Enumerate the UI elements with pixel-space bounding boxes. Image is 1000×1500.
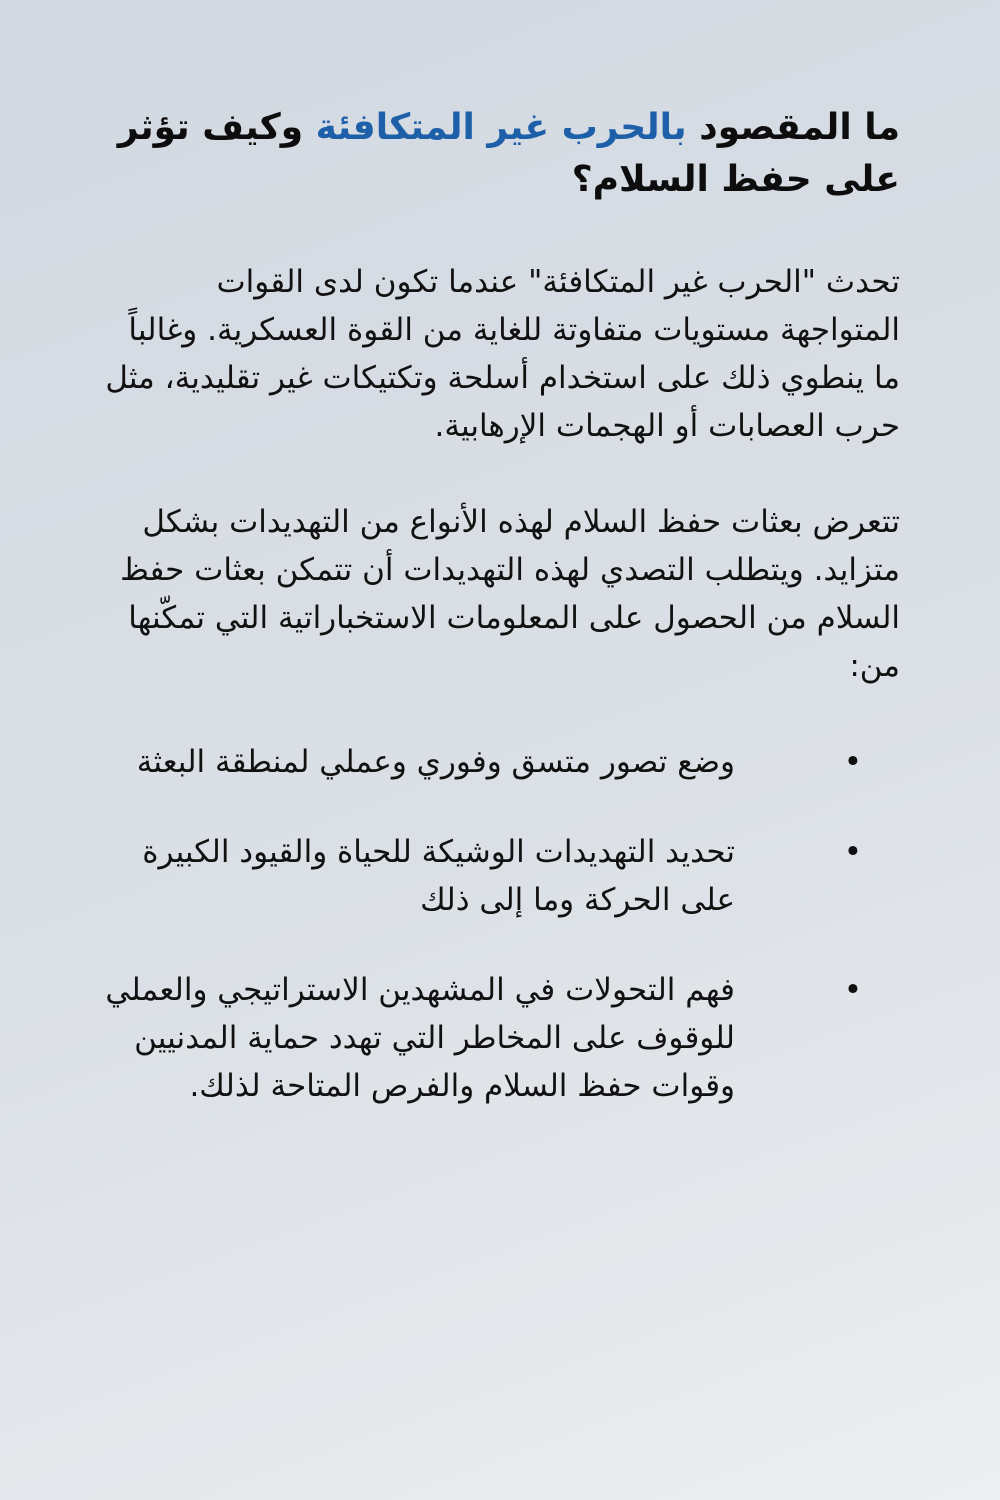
- bullet-dot-icon: •: [843, 744, 862, 780]
- list-item: [100, 828, 900, 924]
- list-item-text: وضع تصور متسق وفوري وعملي لمنطقة البعثة: [136, 744, 735, 780]
- bullet-dot-icon: •: [843, 972, 862, 1008]
- page-title: [100, 102, 900, 206]
- list-item: [100, 966, 900, 1110]
- list-item: [100, 738, 900, 786]
- bullet-dot-icon: •: [843, 834, 862, 870]
- title-after: وكيف تؤثر على حفظ السلام؟: [117, 107, 900, 200]
- list-item-text: تحديد التهديدات الوشيكة للحياة والقيود الكبيرة على الحركة وما إلى ذلك: [142, 834, 735, 918]
- title-highlight: بالحرب غير المتكافئة: [315, 107, 687, 148]
- paragraph-threats: تتعرض بعثات حفظ السلام لهذه الأنواع من التهديدات بشكل متزايد. ويتطلب التصدي لهذه التهديدات أن تتمكن بعثات حفظ السلام من الحصول على المعلومات الاستخباراتية التي تمكّنها من:: [120, 504, 900, 684]
- title-before: ما المقصود: [686, 107, 900, 148]
- paragraph-definition: تحدث "الحرب غير المتكافئة" عندما تكون لدى القوات المتواجهة مستويات متفاوتة للغاية من القوة العسكرية. وغالباً ما ينطوي ذلك على استخدام أسلحة وتكتيكات غير تقليدية، مثل حرب العصابات أو الهجمات الإرهابية.: [105, 264, 900, 444]
- list-item-text: فهم التحولات في المشهدين الاستراتيجي والعملي للوقوف على المخاطر التي تهدد حماية المدنيين وقوات حفظ السلام والفرص المتاحة لذلك.: [105, 972, 735, 1104]
- bullet-list: [100, 738, 900, 1110]
